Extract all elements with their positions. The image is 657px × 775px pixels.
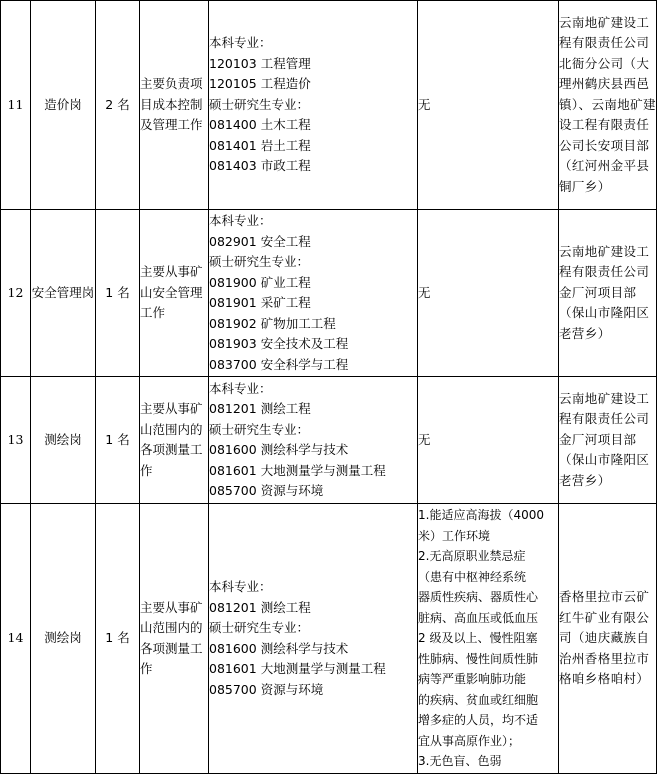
job-duty: 主要从事矿山安全管理工作 bbox=[140, 210, 209, 377]
table-row bbox=[1, 1, 657, 210]
headcount: 1 名 bbox=[96, 504, 140, 774]
other-requirements: 无 bbox=[418, 210, 559, 377]
other-requirements: 无 bbox=[418, 1, 559, 210]
other-requirements: 1.能适应高海拔（4000 米）工作环境 2.无高原职业禁忌症 （患有中枢神经系统 器质性疾病、器质性心 脏病、高血压或低血压 2 级及以上、慢性阻塞 性肺病、慢性间质性肺 病等严重影响肺功能 的疾病、贫血或红细胞 增多症的人员，均不适 宜从事高原作业）； 3.无色盲、色弱 bbox=[418, 504, 559, 774]
table-row bbox=[1, 504, 657, 774]
job-duty: 主要从事矿山范围内的各项测量工作 bbox=[140, 504, 209, 774]
major-requirements: 本科专业： 081201 测绘工程 硕士研究生专业： 081600 测绘科学与技术 081601 大地测量学与测量工程 085700 资源与环境 bbox=[209, 504, 418, 774]
work-unit: 香格里拉市云矿红牛矿业有限公司（迪庆藏族自治州香格里拉市格咱乡格咱村） bbox=[559, 504, 657, 774]
position-title: 造价岗 bbox=[31, 1, 96, 210]
job-duty: 主要负责项目成本控制及管理工作 bbox=[140, 1, 209, 210]
headcount: 1 名 bbox=[96, 377, 140, 504]
row-number: 12 bbox=[1, 210, 31, 377]
row-number: 14 bbox=[1, 504, 31, 774]
headcount: 2 名 bbox=[96, 1, 140, 210]
position-title: 测绘岗 bbox=[31, 504, 96, 774]
row-number: 13 bbox=[1, 377, 31, 504]
major-requirements: 本科专业： 120103 工程管理 120105 工程造价 硕士研究生专业： 081400 土木工程 081401 岩土工程 081403 市政工程 bbox=[209, 1, 418, 210]
row-number: 11 bbox=[1, 1, 31, 210]
work-unit: 云南地矿建设工程有限责任公司北衙分公司（大理州鹤庆县西邑镇）、云南地矿建设工程有限责任公司长安项目部（红河州金平县铜厂乡） bbox=[559, 1, 657, 210]
major-requirements: 本科专业： 081201 测绘工程 硕士研究生专业： 081600 测绘科学与技术 081601 大地测量学与测量工程 085700 资源与环境 bbox=[209, 377, 418, 504]
other-requirements: 无 bbox=[418, 377, 559, 504]
work-unit: 云南地矿建设工程有限责任公司金厂河项目部（保山市隆阳区老营乡） bbox=[559, 377, 657, 504]
work-unit: 云南地矿建设工程有限责任公司金厂河项目部（保山市隆阳区老营乡） bbox=[559, 210, 657, 377]
job-duty: 主要从事矿山范围内的各项测量工作 bbox=[140, 377, 209, 504]
position-title: 测绘岗 bbox=[31, 377, 96, 504]
headcount: 1 名 bbox=[96, 210, 140, 377]
table-row bbox=[1, 377, 657, 504]
major-requirements: 本科专业： 082901 安全工程 硕士研究生专业： 081900 矿业工程 081901 采矿工程 081902 矿物加工工程 081903 安全技术及工程 083700 安全科学与工程 bbox=[209, 210, 418, 377]
position-title: 安全管理岗 bbox=[31, 210, 96, 377]
table-row bbox=[1, 210, 657, 377]
